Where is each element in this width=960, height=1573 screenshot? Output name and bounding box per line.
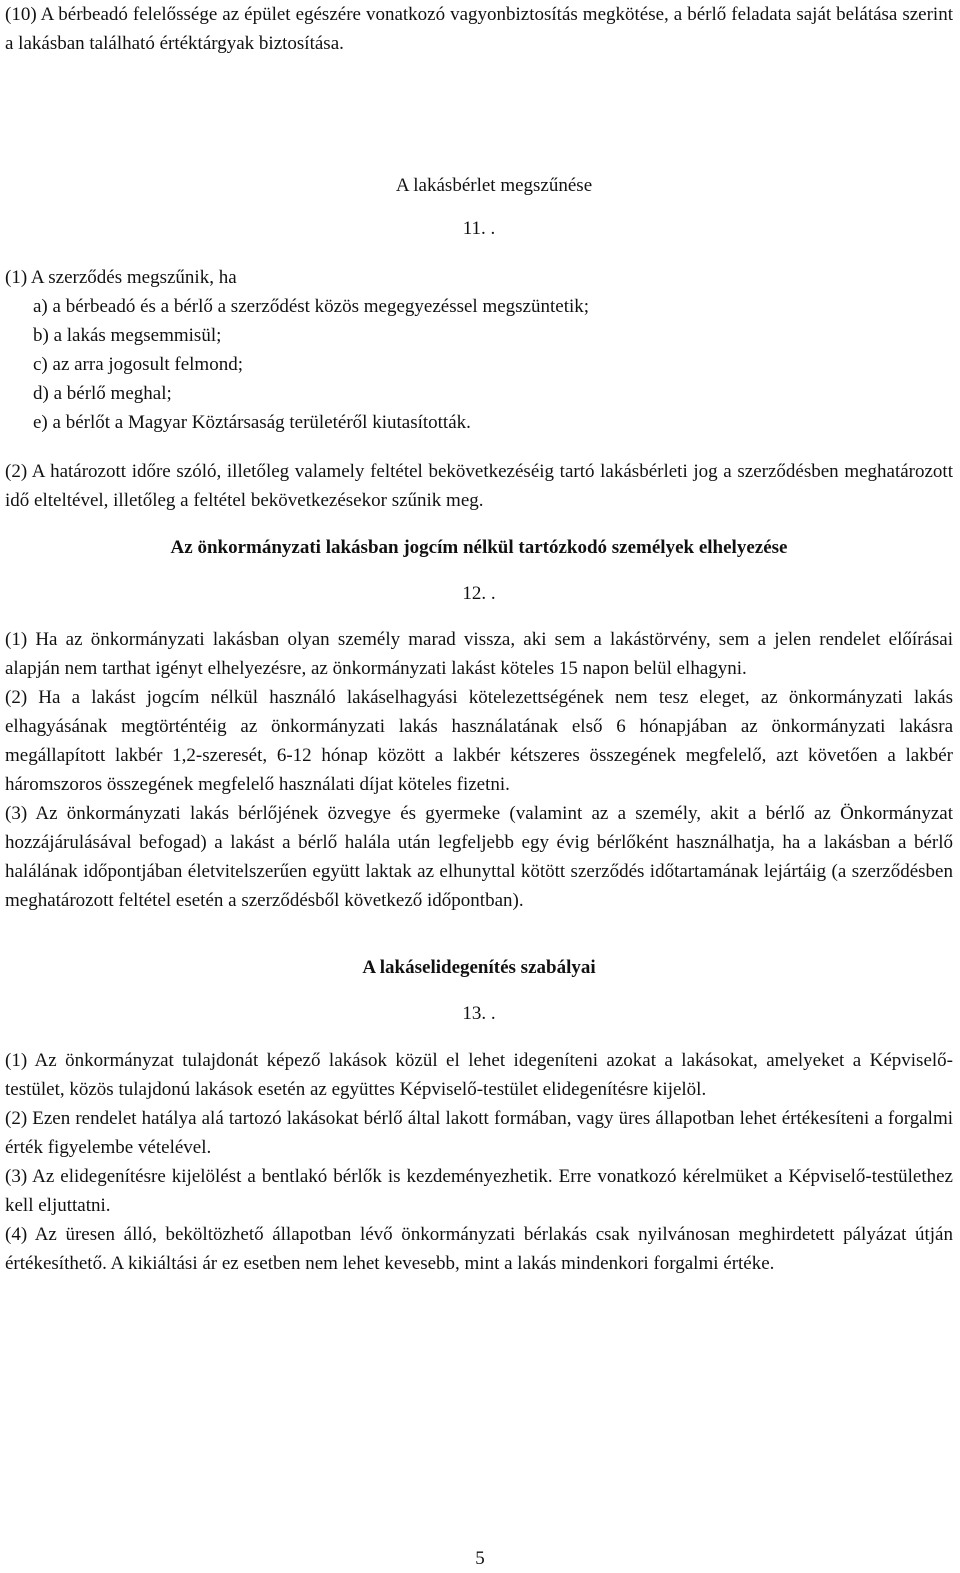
document-page <box>5 0 953 1278</box>
section-12-title: Az önkormányzati lakásban jogcím nélkül tartózkodó személyek elhelyezése <box>170 537 788 558</box>
section-12-p3: (3) Az önkormányzati lakás bérlőjének özvegye és gyermeke (valamint az a személy, akit a bérlő az Önkormányzat hozzájárulásával befogad) a lakást a bérlő halála után legfeljebb egy évig bérlőként használhatja, ha a lakásban a bérlő halálának időpontjában életvitelszerűen együtt laktak az elhunyttal kötött szerződés időtartamának lejártáig (a szerződésben meghatározott feltétel esetén a szerződésből következő időpontban). <box>5 803 953 911</box>
section-13-title: A lakáselidegenítés szabályai <box>362 957 596 978</box>
list-item: c) az arra jogosult felmond; <box>33 354 243 375</box>
section-13-p3: (3) Az elidegenítésre kijelölést a bentlakó bérlők is kezdeményezhetik. Erre vonatkozó kérelmüket a Képviselő-testülethez kell eljuttatni. <box>5 1166 953 1216</box>
section-12-p1: (1) Ha az önkormányzati lakásban olyan személy marad vissza, aki sem a lakástörvény, sem a jelen rendelet előírásai alapján nem tarthat igényt elhelyezésre, az önkormányzati lakást köteles 15 napon belül elhagyni. <box>5 629 953 679</box>
section-11-number: 11. . <box>462 218 496 239</box>
section-13-p1: (1) Az önkormányzat tulajdonát képező lakások közül el lehet idegeníteni azokat a lakásokat, amelyeket a Képviselő-testület, közös tulajdonú lakások esetén az együttes Képviselő-testület elidegenítésre kijelöl. <box>5 1050 953 1100</box>
page-number: 5 <box>475 1548 485 1569</box>
list-item: e) a bérlőt a Magyar Köztársaság területéről kiutasították. <box>33 412 471 433</box>
section-11-p1-list <box>5 292 953 437</box>
section-12-number: 12. . <box>462 583 496 604</box>
section-12-p2: (2) Ha a lakást jogcím nélkül használó lakáselhagyási kötelezettségének nem tesz eleget, az önkormányzati lakás elhagyásának megtörténtéig az önkormányzati lakás használatának első 6 hónapjában az önkormányzati lakásra megállapított lakbér 1,2-szeresét, 6-12 hónap között a lakbér kétszeres összegének megfelelő, azt követően a lakbér háromszoros összegének megfelelő használati díjat köteles fizetni. <box>5 687 953 795</box>
list-item: a) a bérbeadó és a bérlő a szerződést közös megegyezéssel megszüntetik; <box>33 296 590 317</box>
section-11-p1-intro: (1) A szerződés megszűnik, ha <box>5 267 237 288</box>
section-13-p4: (4) Az üresen álló, beköltözhető állapotban lévő önkormányzati bérlakás csak nyilvánosan meghirdetett pályázat útján értékesíthető. A kikiáltási ár ez esetben nem lehet kevesebb, mint a lakás mindenkori forgalmi értéke. <box>5 1224 953 1274</box>
section-13-p2: (2) Ezen rendelet hatálya alá tartozó lakásokat bérlő által lakott formában, vagy üres állapotban lehet értékesíteni a forgalmi érték figyelembe vételével. <box>5 1108 953 1158</box>
section-11-p2: (2) A határozott időre szóló, illetőleg valamely feltétel bekövetkezéséig tartó lakásbérleti jog a szerződésben meghatározott idő elteltével, illetőleg a feltétel bekövetkezésekor szűnik meg. <box>5 461 953 511</box>
list-item: d) a bérlő meghal; <box>33 383 172 404</box>
section-13-number: 13. . <box>462 1003 496 1024</box>
section-11-title: A lakásbérlet megszűnése <box>395 175 593 196</box>
paragraph-10: (10) A bérbeadó felelőssége az épület egészére vonatkozó vagyonbiztosítás megkötése, a bérlő feladata saját belátása szerint a lakásban található értéktárgyak biztosítása. <box>5 4 953 54</box>
list-item: b) a lakás megsemmisül; <box>33 325 222 346</box>
